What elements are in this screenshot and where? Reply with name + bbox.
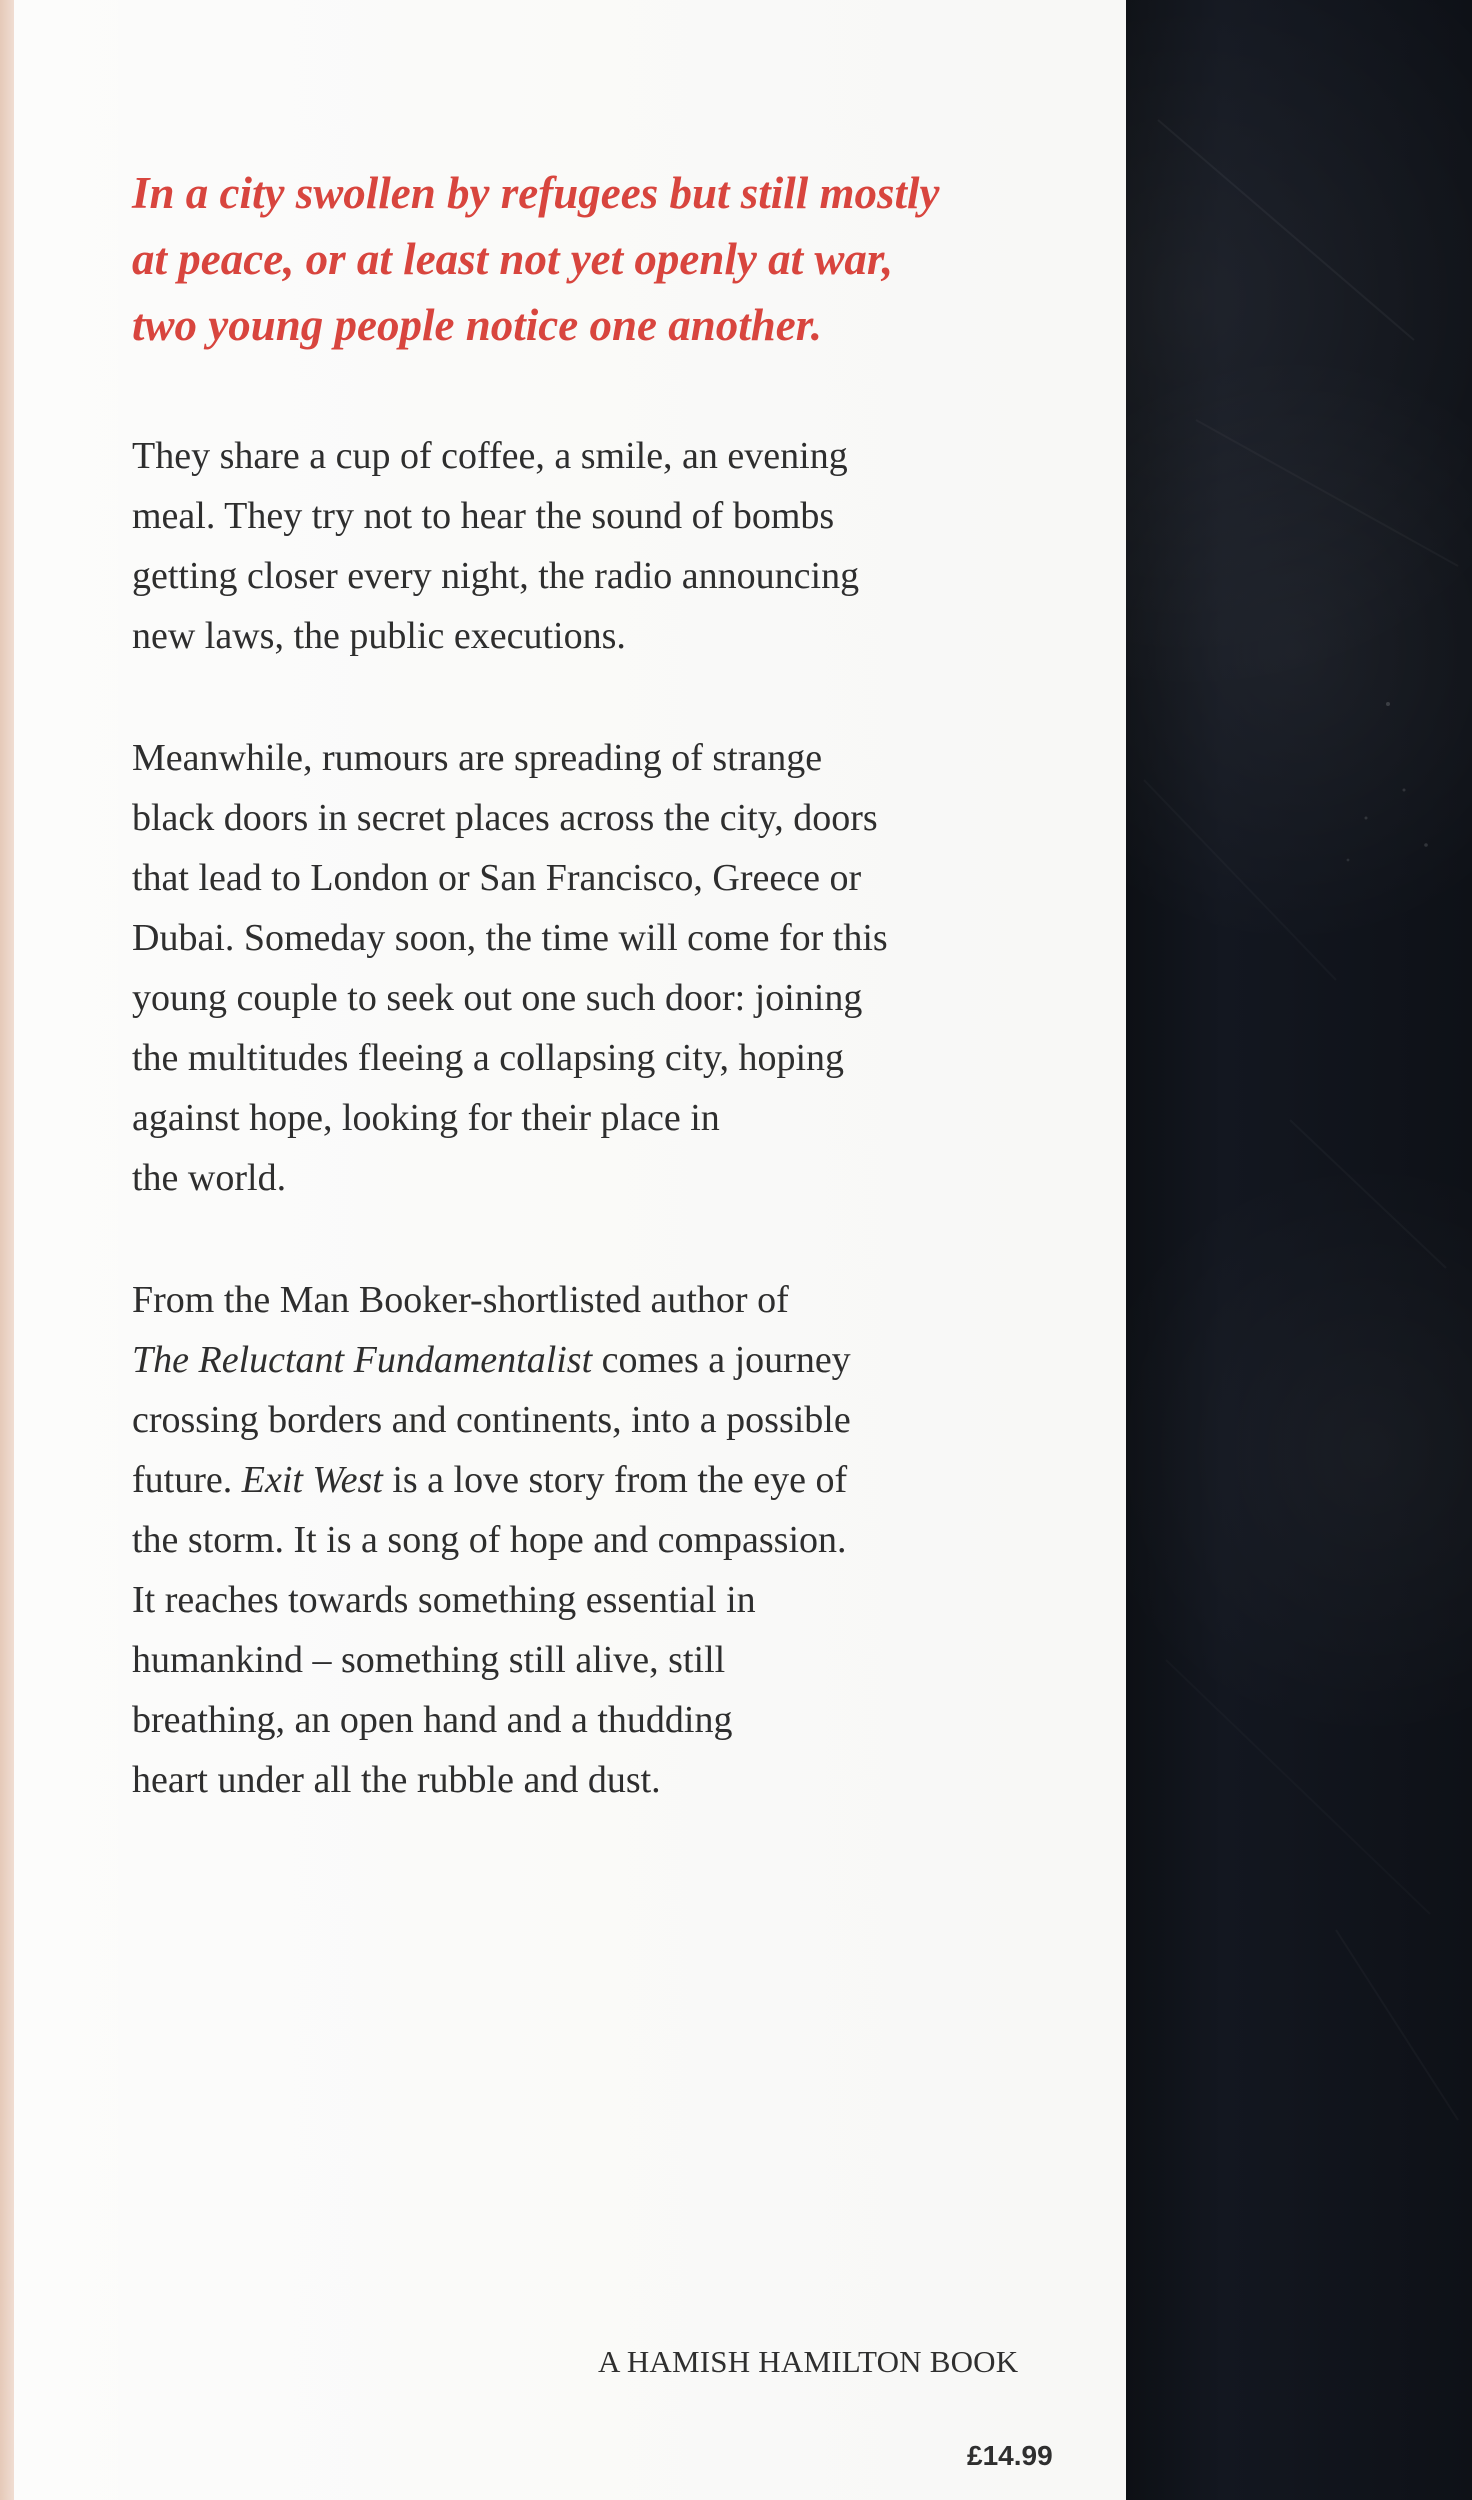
spine-speck [1424, 843, 1428, 847]
paragraph-line: new laws, the public executions. [132, 615, 626, 657]
spine-scratch [1166, 1660, 1430, 1914]
black-spine-panel [1126, 0, 1472, 2500]
paragraph-line: black doors in secret places across the city, doors [132, 797, 878, 839]
spine-scratch [1290, 1120, 1446, 1268]
spine-speck [1347, 859, 1350, 862]
paragraph-line-tail: comes a journey [592, 1339, 851, 1381]
paragraph-line: against hope, looking for their place in [132, 1097, 720, 1139]
spine-speck [1386, 702, 1390, 706]
description-paragraph-3 [132, 1270, 1032, 1810]
spine-scratch [1144, 780, 1336, 980]
paragraph-line: young couple to seek out one such door: joining [132, 977, 863, 1019]
back-cover-copy [132, 160, 1032, 1872]
lead-line: In a city swollen by refugees but still mostly [132, 168, 940, 218]
description-paragraph-2 [132, 728, 1032, 1208]
red-lead-quote [132, 160, 1032, 358]
spine-texture [1126, 0, 1472, 2500]
paragraph-line-tail: is a love story from the eye of [382, 1459, 848, 1501]
paragraph-line: crossing borders and continents, into a possible [132, 1399, 851, 1441]
book-price: £14.99 [967, 2440, 1053, 2471]
book-title-reference: The Reluctant Fundamentalist [132, 1339, 593, 1381]
paragraph-line: breathing, an open hand and a thudding [132, 1699, 733, 1741]
paragraph-line: humankind – something still alive, still [132, 1639, 726, 1681]
spine-scratch [1196, 420, 1458, 566]
paragraph-line: the multitudes fleeing a collapsing city, hoping [132, 1037, 844, 1079]
book-title-reference: Exit West [241, 1459, 383, 1501]
paragraph-line: They share a cup of coffee, a smile, an evening [132, 435, 848, 477]
description-paragraph-1 [132, 426, 1032, 666]
paragraph-line: meal. They try not to hear the sound of bombs [132, 495, 835, 537]
paragraph-line: the world. [132, 1157, 287, 1199]
lead-line: two young people notice one another. [132, 300, 823, 350]
spine-speck [1365, 817, 1368, 820]
paragraph-line: the storm. It is a song of hope and compassion. [132, 1519, 847, 1561]
cover-edge-strip [0, 0, 14, 2500]
paragraph-line: heart under all the rubble and dust. [132, 1759, 661, 1801]
paragraph-line: It reaches towards something essential in [132, 1579, 756, 1621]
paragraph-line: Meanwhile, rumours are spreading of strange [132, 737, 823, 779]
paragraph-line [132, 1330, 1032, 1390]
spine-scratch [1336, 1930, 1458, 2120]
lead-line: at peace, or at least not yet openly at war, [132, 234, 894, 284]
spine-scratch [1158, 120, 1414, 340]
publisher-imprint: A HAMISH HAMILTON BOOK [598, 2344, 1019, 2379]
paragraph-line: Dubai. Someday soon, the time will come for this [132, 917, 888, 959]
paragraph-line [132, 1450, 1032, 1510]
paragraph-line: From the Man Booker-shortlisted author of [132, 1279, 789, 1321]
paragraph-line-head: future. [132, 1459, 242, 1501]
paragraph-line: getting closer every night, the radio announcing [132, 555, 860, 597]
paragraph-line: that lead to London or San Francisco, Greece or [132, 857, 862, 899]
spine-speck [1403, 789, 1406, 792]
